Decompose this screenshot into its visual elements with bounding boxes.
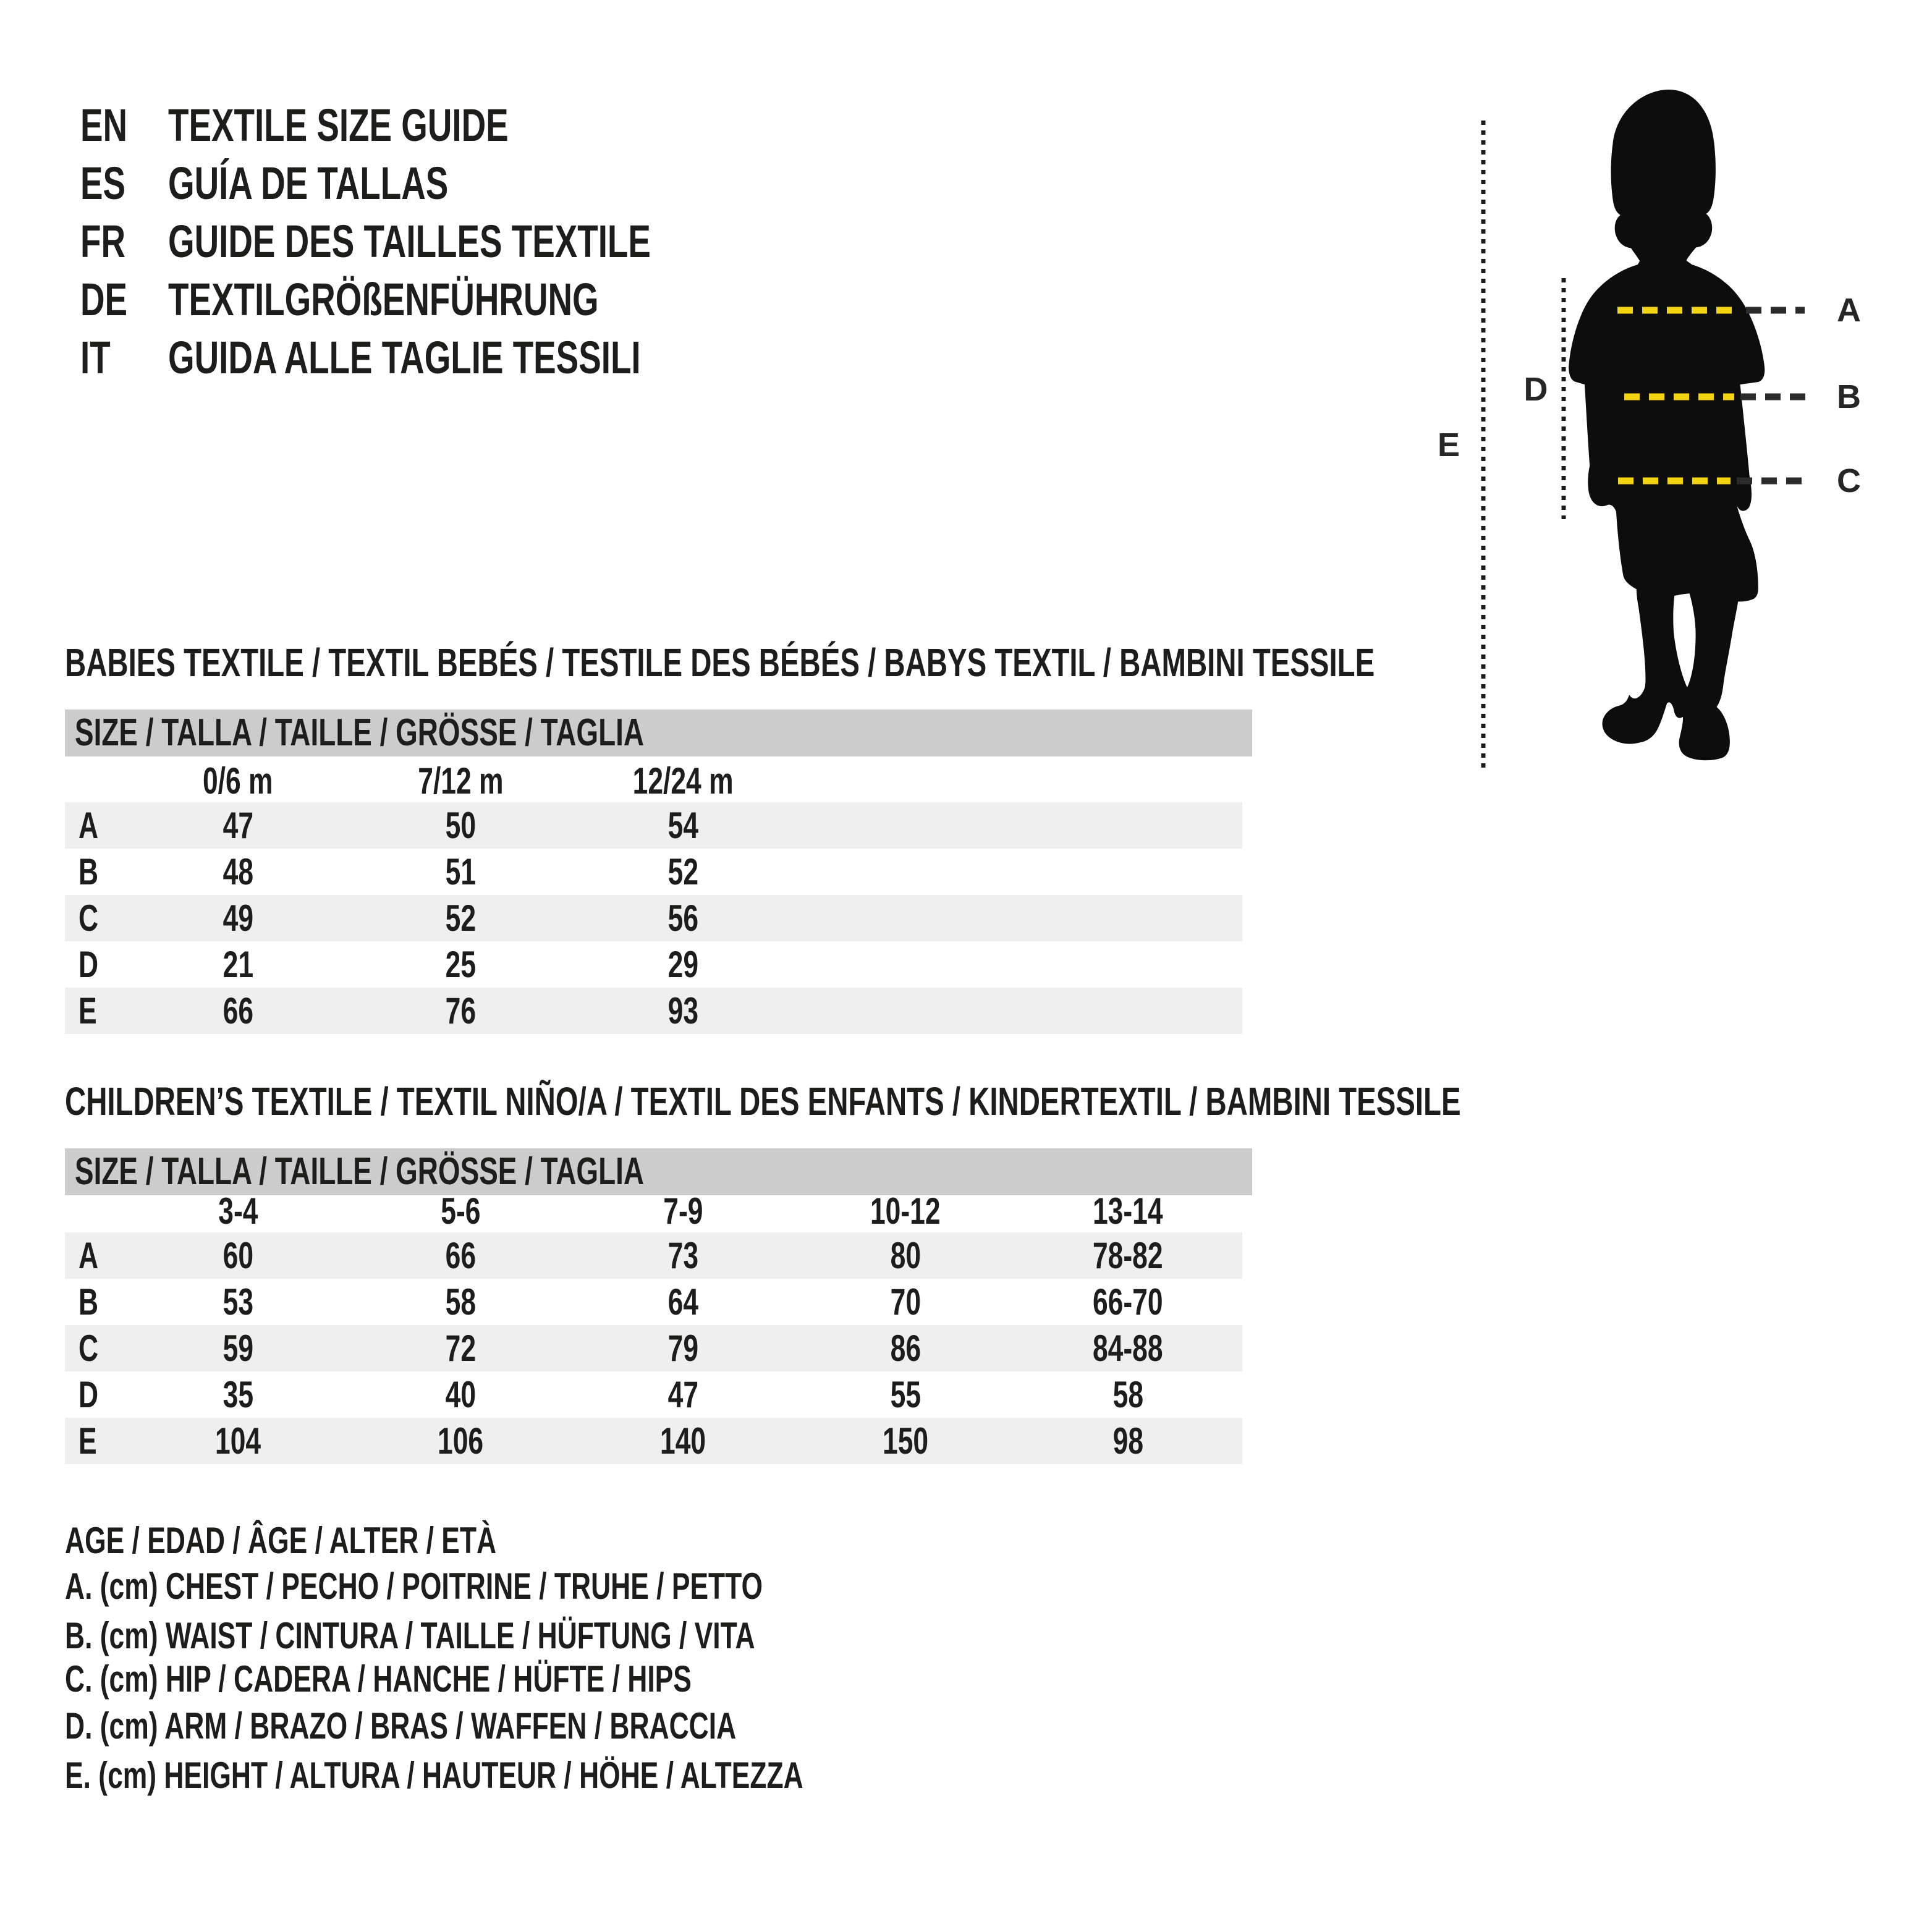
column-header: 10-12 [870, 1190, 941, 1232]
table-row: D 21 25 29 [78, 944, 698, 985]
column-header: 3-4 [218, 1190, 258, 1232]
children-size-header-bar: SIZE / TALLA / TAILLE / GRÖSSE / TAGLIA [65, 1148, 1252, 1195]
legend-waist: B. (cm) WAIST / CINTURA / TAILLE / HÜFTUNG / VITA [65, 1615, 755, 1656]
language-item-de [80, 271, 1069, 329]
column-header: 13-14 [1093, 1190, 1163, 1232]
language-title: GUIDE DES TAILLES TEXTILE [168, 216, 651, 267]
language-title: GUÍA DE TALLAS [168, 158, 449, 209]
table-row: C 49 52 56 [65, 895, 1242, 941]
column-header: 12/24 m [632, 760, 734, 802]
language-code: IT [80, 332, 111, 383]
table-row: B 48 51 52 [78, 851, 698, 892]
legend-hip: C. (cm) HIP / CADERA / HANCHE / HÜFTE / HIPS [65, 1658, 692, 1700]
babies-size-header-bar: SIZE / TALLA / TAILLE / GRÖSSE / TAGLIA [65, 710, 1252, 756]
legend-age: AGE / EDAD / ÂGE / ALTER / ETÀ [65, 1520, 497, 1561]
language-item-en [80, 96, 1069, 155]
legend-height: E. (cm) HEIGHT / ALTURA / HAUTEUR / HÖHE / ALTEZZA [65, 1755, 803, 1796]
language-code: EN [80, 100, 128, 151]
legend-chest: A. (cm) CHEST / PECHO / POITRINE / TRUHE / PETTO [65, 1566, 763, 1607]
language-item-fr [80, 213, 1069, 271]
silhouette-body [1569, 90, 1765, 601]
table-row: B 53 58 64 70 66-70 [78, 1281, 1163, 1323]
language-code: DE [80, 274, 128, 325]
measure-label-a: A [1837, 292, 1861, 329]
language-item-it [80, 329, 1069, 387]
language-item-es [80, 155, 1069, 213]
measurement-figure [1397, 68, 1932, 865]
measure-label-c: C [1837, 462, 1861, 499]
language-title: TEXTILGRÖßENFÜHRUNG [168, 274, 599, 325]
table-row: D 35 40 47 55 58 [78, 1374, 1143, 1415]
language-code: FR [80, 216, 126, 267]
column-header: 7-9 [663, 1190, 703, 1232]
language-title: TEXTILE SIZE GUIDE [168, 100, 509, 151]
column-header: 7/12 m [417, 760, 504, 802]
measure-label-e: E [1437, 426, 1460, 464]
language-code: ES [80, 158, 126, 209]
table-row: A 47 50 54 [65, 802, 1242, 849]
children-section-title: CHILDREN’S TEXTILE / TEXTIL NIÑO/A / TEXTIL DES ENFANTS / KINDERTEXTIL / BAMBINI TESSILE [65, 1079, 1461, 1124]
column-header: 0/6 m [203, 760, 273, 802]
measure-label-b: B [1837, 378, 1861, 415]
babies-section-title: BABIES TEXTILE / TEXTIL BEBÉS / TESTILE DES BÉBÉS / BABYS TEXTIL / BAMBINI TESSILE [65, 640, 1375, 685]
table-row: C 59 72 79 86 84-88 [65, 1325, 1242, 1371]
legend-arm: D. (cm) ARM / BRAZO / BRAS / WAFFEN / BRACCIA [65, 1705, 737, 1747]
language-title: GUIDA ALLE TAGLIE TESSILI [168, 332, 641, 383]
table-row: E 104 106 140 150 98 [65, 1418, 1242, 1464]
measure-label-d: D [1523, 371, 1548, 408]
column-header: 5-6 [440, 1190, 481, 1232]
table-row: E 66 76 93 [65, 988, 1242, 1034]
table-row: A 60 66 73 80 78-82 [65, 1232, 1242, 1279]
